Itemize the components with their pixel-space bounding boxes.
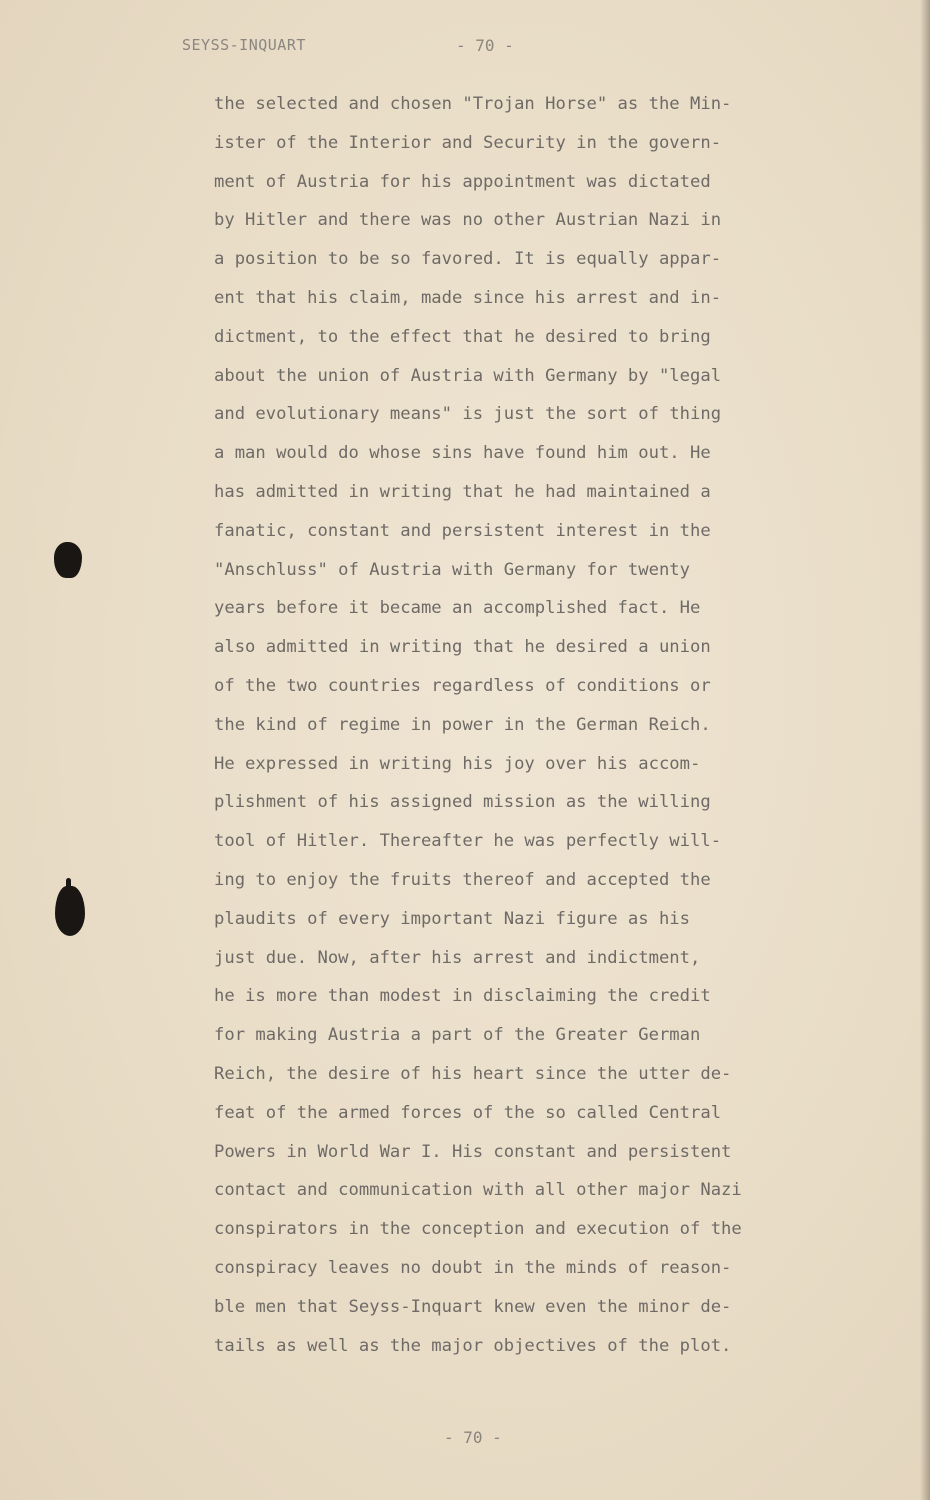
text-line: tails as well as the major objectives of the plot.: [214, 1335, 732, 1356]
text-line: ble men that Seyss-Inquart knew even the minor de-: [214, 1296, 732, 1317]
binder-punch-hole-icon: [54, 542, 82, 578]
text-line: He expressed in writing his joy over his accom-: [214, 753, 701, 774]
footer-page-number: - 70 -: [444, 1428, 502, 1447]
text-line: plaudits of every important Nazi figure as his: [214, 908, 690, 929]
text-line: by Hitler and there was no other Austrian Nazi in: [214, 210, 722, 231]
body-text: [214, 90, 834, 1370]
header-defendant-name: SEYSS-INQUART: [182, 36, 306, 54]
text-line: a position to be so favored. It is equally appar-: [214, 249, 722, 270]
text-line: the kind of regime in power in the German Reich.: [214, 714, 711, 735]
text-line: dictment, to the effect that he desired to bring: [214, 326, 711, 347]
text-line: feat of the armed forces of the so called Central: [214, 1102, 722, 1123]
text-line: has admitted in writing that he had maintained a: [214, 481, 711, 502]
text-line: conspiracy leaves no doubt in the minds of reason-: [214, 1257, 732, 1278]
text-line: just due. Now, after his arrest and indictment,: [214, 947, 701, 968]
text-line: Powers in World War I. His constant and persistent: [214, 1141, 732, 1162]
text-line: ing to enjoy the fruits thereof and accepted the: [214, 869, 711, 890]
text-line: conspirators in the conception and execution of the: [214, 1219, 742, 1240]
text-line: tool of Hitler. Thereafter he was perfectly will-: [214, 831, 722, 852]
text-line: ent that his claim, made since his arrest and in-: [214, 287, 722, 308]
text-line: fanatic, constant and persistent interest in the: [214, 520, 711, 541]
text-line: for making Austria a part of the Greater German: [214, 1025, 701, 1046]
text-line: ister of the Interior and Security in the govern-: [214, 132, 722, 153]
text-line: and evolutionary means" is just the sort of thing: [214, 404, 722, 425]
text-line: about the union of Austria with Germany by "legal: [214, 365, 722, 386]
text-line: he is more than modest in disclaiming the credit: [214, 986, 711, 1007]
text-line: years before it became an accomplished fact. He: [214, 598, 701, 619]
text-line: a man would do whose sins have found him out. He: [214, 443, 711, 464]
text-line: ment of Austria for his appointment was dictated: [214, 171, 711, 192]
text-line: contact and communication with all other major Nazi: [214, 1180, 742, 1201]
text-line: the selected and chosen "Trojan Horse" as the Min-: [214, 94, 732, 114]
binder-punch-hole-icon: [55, 886, 85, 936]
text-line: "Anschluss" of Austria with Germany for twenty: [214, 559, 690, 580]
page-edge-shadow: [920, 0, 930, 1500]
text-line: also admitted in writing that he desired a union: [214, 637, 711, 658]
text-line: Reich, the desire of his heart since the utter de-: [214, 1063, 732, 1084]
text-line: of the two countries regardless of conditions or: [214, 675, 711, 696]
text-line: plishment of his assigned mission as the willing: [214, 792, 711, 813]
header-page-marker: - 70 -: [456, 36, 514, 55]
